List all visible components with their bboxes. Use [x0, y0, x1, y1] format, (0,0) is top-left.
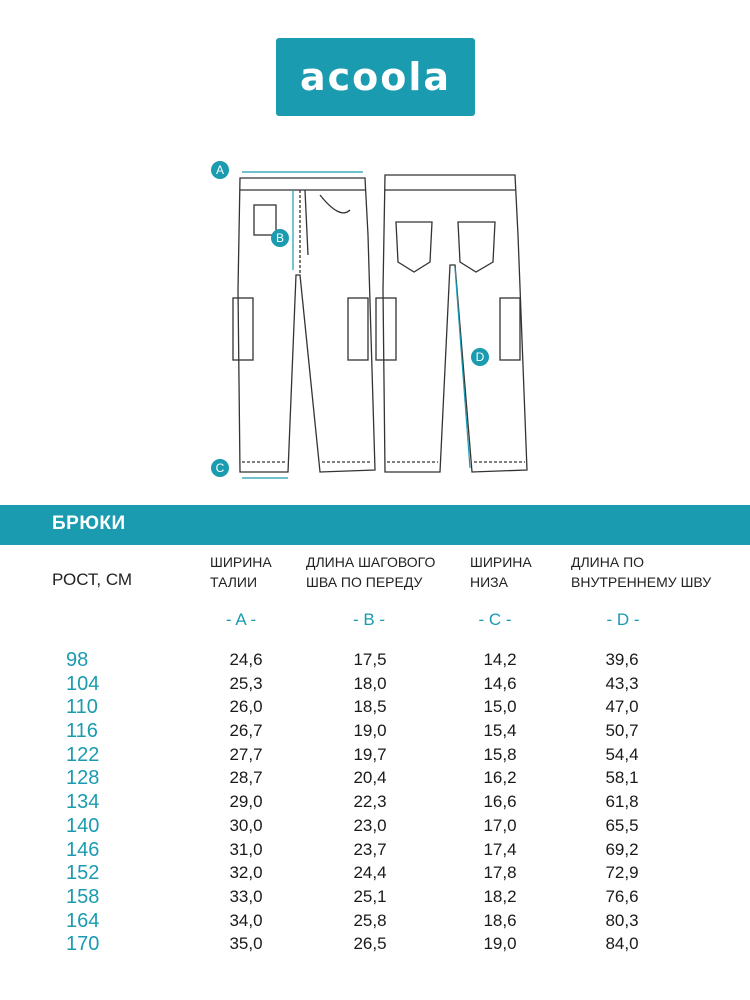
- cell-height: 122: [66, 743, 100, 766]
- column-letter-c: - C -: [478, 610, 512, 629]
- cell-waist: 30,0: [229, 815, 263, 835]
- cell-inseam: 47,0: [605, 697, 639, 717]
- column-header-inseam-line2: ВНУТРЕННЕМУ ШВУ: [571, 574, 712, 590]
- table-row: [0, 838, 750, 862]
- cell-inseam: 84,0: [605, 934, 639, 954]
- cell-inseam-front: 23,0: [353, 815, 387, 835]
- marker-c: C: [215, 461, 225, 475]
- cell-waist: 29,0: [229, 792, 263, 812]
- cell-hem: 15,0: [483, 697, 517, 717]
- cell-inseam-front: 17,5: [353, 650, 387, 669]
- cell-height: 128: [66, 767, 100, 790]
- column-header-inseam-front-line2: ШВА ПО ПЕРЕДУ: [306, 574, 423, 590]
- cell-inseam-front: 26,5: [353, 934, 387, 954]
- section-title: БРЮКИ: [52, 513, 126, 534]
- size-table: [0, 648, 750, 956]
- table-row: [0, 648, 750, 672]
- cell-waist: 33,0: [229, 886, 263, 906]
- cell-inseam: 58,1: [605, 768, 639, 788]
- column-header-inseam-front: [306, 552, 435, 592]
- cell-inseam: 72,9: [605, 863, 639, 883]
- column-letter-a: - A -: [225, 610, 257, 629]
- cell-height: 164: [66, 909, 100, 932]
- column-header-inseam-front-line1: ДЛИНА ШАГОВОГО: [306, 554, 436, 570]
- cell-height: 170: [66, 933, 100, 956]
- cell-inseam-front: 22,3: [353, 792, 387, 812]
- cell-inseam-front: 25,8: [353, 910, 387, 930]
- cell-hem: 14,6: [483, 673, 517, 693]
- brand-logo-text: acoola: [299, 55, 452, 99]
- cell-inseam: 61,8: [605, 792, 639, 812]
- cell-height: 158: [66, 885, 100, 908]
- column-header-waist-line2: ТАЛИИ: [210, 574, 258, 590]
- cell-inseam: 54,4: [605, 744, 639, 764]
- cell-inseam: 76,6: [605, 886, 639, 906]
- cell-hem: 18,2: [483, 886, 517, 906]
- cell-waist: 26,7: [229, 721, 263, 741]
- table-row: [0, 861, 750, 885]
- cell-inseam: 39,6: [605, 650, 639, 669]
- marker-d: D: [475, 350, 485, 364]
- cell-height: 104: [66, 672, 100, 695]
- cell-hem: 16,2: [483, 768, 517, 788]
- table-row: [0, 672, 750, 696]
- table-row: [0, 790, 750, 814]
- table-row: [0, 719, 750, 743]
- cell-waist: 26,0: [229, 697, 263, 717]
- column-header-hem-line1: ШИРИНА: [470, 554, 532, 570]
- cell-waist: 28,7: [229, 768, 263, 788]
- section-banner: [0, 505, 750, 545]
- cell-height: 98: [66, 649, 89, 671]
- cell-inseam-front: 19,0: [353, 721, 387, 741]
- pants-sketch-icon: [200, 150, 560, 495]
- cell-height: 146: [66, 838, 100, 861]
- column-header-inseam-line1: ДЛИНА ПО: [571, 554, 645, 570]
- cell-hem: 15,8: [483, 744, 517, 764]
- column-header-hem: [470, 552, 532, 592]
- cell-hem: 17,8: [483, 863, 517, 883]
- column-letter-d: - D -: [606, 610, 640, 629]
- cell-inseam: 80,3: [605, 910, 639, 930]
- cell-inseam-front: 25,1: [353, 886, 387, 906]
- cell-hem: 16,6: [483, 792, 517, 812]
- column-header-waist-line1: ШИРИНА: [210, 554, 272, 570]
- cell-height: 134: [66, 791, 100, 814]
- column-header-waist: [210, 552, 272, 592]
- brand-logo: [276, 38, 475, 116]
- cell-hem: 14,2: [483, 650, 517, 669]
- table-row: [0, 885, 750, 909]
- table-row: [0, 909, 750, 933]
- cell-inseam: 50,7: [605, 721, 639, 741]
- column-letter-b: - B -: [352, 610, 386, 629]
- cell-hem: 17,4: [483, 839, 517, 859]
- cell-hem: 18,6: [483, 910, 517, 930]
- cell-inseam-front: 20,4: [353, 768, 387, 788]
- marker-b: B: [275, 231, 285, 245]
- cell-hem: 15,4: [483, 721, 517, 741]
- table-row: [0, 743, 750, 767]
- cell-inseam-front: 23,7: [353, 839, 387, 859]
- cell-inseam-front: 24,4: [353, 863, 387, 883]
- column-header-hem-line2: НИЗА: [470, 574, 508, 590]
- table-row: [0, 766, 750, 790]
- cell-hem: 19,0: [483, 934, 517, 954]
- column-header-height: РОСТ, СМ: [52, 570, 133, 589]
- column-header-inseam: [571, 552, 711, 592]
- cell-waist: 27,7: [229, 744, 263, 764]
- table-row: [0, 814, 750, 838]
- cell-waist: 31,0: [229, 839, 263, 859]
- cell-height: 152: [66, 862, 100, 885]
- cell-inseam-front: 18,5: [353, 697, 387, 717]
- marker-a: A: [215, 163, 225, 177]
- cell-inseam: 69,2: [605, 839, 639, 859]
- cell-hem: 17,0: [483, 815, 517, 835]
- cell-inseam: 65,5: [605, 815, 639, 835]
- cell-waist: 32,0: [229, 863, 263, 883]
- cell-height: 116: [66, 720, 98, 743]
- cell-inseam-front: 19,7: [353, 744, 387, 764]
- cell-inseam: 43,3: [605, 673, 639, 693]
- table-row: [0, 695, 750, 719]
- table-row: [0, 932, 750, 956]
- cell-waist: 24,6: [229, 650, 263, 669]
- cell-waist: 25,3: [229, 673, 263, 693]
- cell-waist: 34,0: [229, 910, 263, 930]
- cell-waist: 35,0: [229, 934, 263, 954]
- cell-height: 110: [66, 696, 98, 719]
- cell-height: 140: [66, 814, 100, 837]
- cell-inseam-front: 18,0: [353, 673, 387, 693]
